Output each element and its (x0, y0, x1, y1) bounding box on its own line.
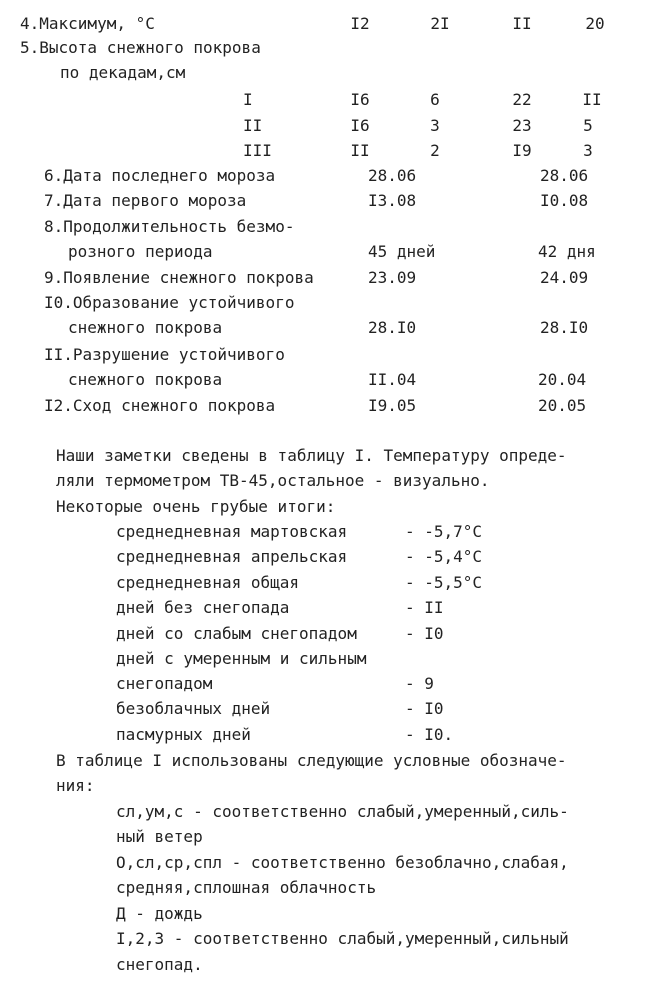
decade-value: II (582, 90, 602, 109)
decade-value: 5 (583, 116, 593, 135)
row-11-label-line1: II.Разрушение устойчивого (44, 345, 285, 364)
row-9-value-a: 23.09 (368, 268, 417, 287)
row-4-label: 4.Максимум, °C (20, 14, 155, 33)
row-8-value-b: 42 дня (538, 242, 596, 261)
legend-line: I,2,3 - соответственно слабый,умеренный,сильный (116, 929, 569, 948)
row-7-value-b: I0.08 (540, 191, 589, 210)
row-11-label-line2: снежного покрова (68, 370, 223, 389)
result-value: - -5,7°C (405, 522, 483, 541)
row-4-value-4: 20 (585, 14, 605, 33)
result-label: дней со слабым снегопадом (116, 624, 357, 643)
decade-value: 3 (583, 141, 593, 160)
legend-line: средняя,сплошная облачность (116, 878, 377, 897)
result-value: - 9 (405, 674, 434, 693)
decade-value: 3 (430, 116, 440, 135)
legend-line: Д - дождь (116, 904, 203, 923)
row-11-value-a: II.04 (368, 370, 417, 389)
decade-value: 23 (512, 116, 532, 135)
row-4-value-1: I2 (350, 14, 370, 33)
row-6-value-b: 28.06 (540, 166, 589, 185)
row-10-value-b: 28.I0 (540, 318, 589, 337)
row-10-label-line1: I0.Образование устойчивого (44, 293, 295, 312)
row-4-value-2: 2I (430, 14, 450, 33)
legend-line: сл,ум,с - соответственно слабый,умеренный,силь- (116, 802, 569, 821)
result-label: среднедневная мартовская (116, 522, 348, 541)
row-12-value-b: 20.05 (538, 396, 587, 415)
decade-value: I6 (350, 90, 370, 109)
results-intro: Некоторые очень грубые итоги: (56, 497, 336, 516)
result-label: среднедневная апрельская (116, 547, 348, 566)
result-label: дней без снегопада (116, 598, 290, 617)
row-6-value-a: 28.06 (368, 166, 417, 185)
decade-label: I (243, 90, 253, 109)
row-9-label: 9.Появление снежного покрова (44, 268, 314, 287)
row-4-value-3: II (512, 14, 532, 33)
legend-line: ный ветер (116, 827, 203, 846)
result-value: - II (405, 598, 444, 617)
result-label: среднедневная общая (116, 573, 300, 592)
decade-value: 6 (430, 90, 440, 109)
row-12-label: I2.Сход снежного покрова (44, 396, 276, 415)
decade-value: I6 (350, 116, 370, 135)
row-7-value-a: I3.08 (368, 191, 417, 210)
decade-value: II (350, 141, 370, 160)
decade-value: 22 (512, 90, 532, 109)
row-8-label-line2: розного периода (68, 242, 213, 261)
row-12-value-a: I9.05 (368, 396, 417, 415)
result-value: - I0 (405, 699, 444, 718)
result-label: пасмурных дней (116, 725, 251, 744)
row-10-label-line2: снежного покрова (68, 318, 223, 337)
row-7-label: 7.Дата первого мороза (44, 191, 247, 210)
row-5-label-line2: по декадам,см (60, 63, 186, 82)
decade-label: III (243, 141, 272, 160)
row-6-label: 6.Дата последнего мороза (44, 166, 276, 185)
row-11-value-b: 20.04 (538, 370, 587, 389)
row-10-value-a: 28.I0 (368, 318, 417, 337)
legend-line: О,сл,ср,спл - соответственно безоблачно,слабая, (116, 853, 569, 872)
result-label: безоблачных дней (116, 699, 271, 718)
row-5-label-line1: 5.Высота снежного покрова (20, 38, 261, 57)
paragraph-line-2: ляли термометром ТВ-45,остальное - визуально. (56, 471, 490, 490)
result-value: - -5,5°C (405, 573, 483, 592)
row-8-label-line1: 8.Продолжительность безмо- (44, 217, 295, 236)
result-value: - I0. (405, 725, 454, 744)
result-label: снегопадом (116, 674, 213, 693)
paragraph-line-1: Наши заметки сведены в таблицу I. Температуру опреде- (56, 446, 567, 465)
result-value: - -5,4°C (405, 547, 483, 566)
legend-intro-line-2: ния: (56, 776, 95, 795)
decade-label: II (243, 116, 263, 135)
result-label: дней с умеренным и сильным (116, 649, 367, 668)
row-8-value-a: 45 дней (368, 242, 436, 261)
decade-value: I9 (512, 141, 532, 160)
row-9-value-b: 24.09 (540, 268, 589, 287)
decade-value: 2 (430, 141, 440, 160)
legend-intro-line-1: В таблице I использованы следующие условные обозначе- (56, 751, 567, 770)
result-value: - I0 (405, 624, 444, 643)
legend-line: снегопад. (116, 955, 203, 974)
